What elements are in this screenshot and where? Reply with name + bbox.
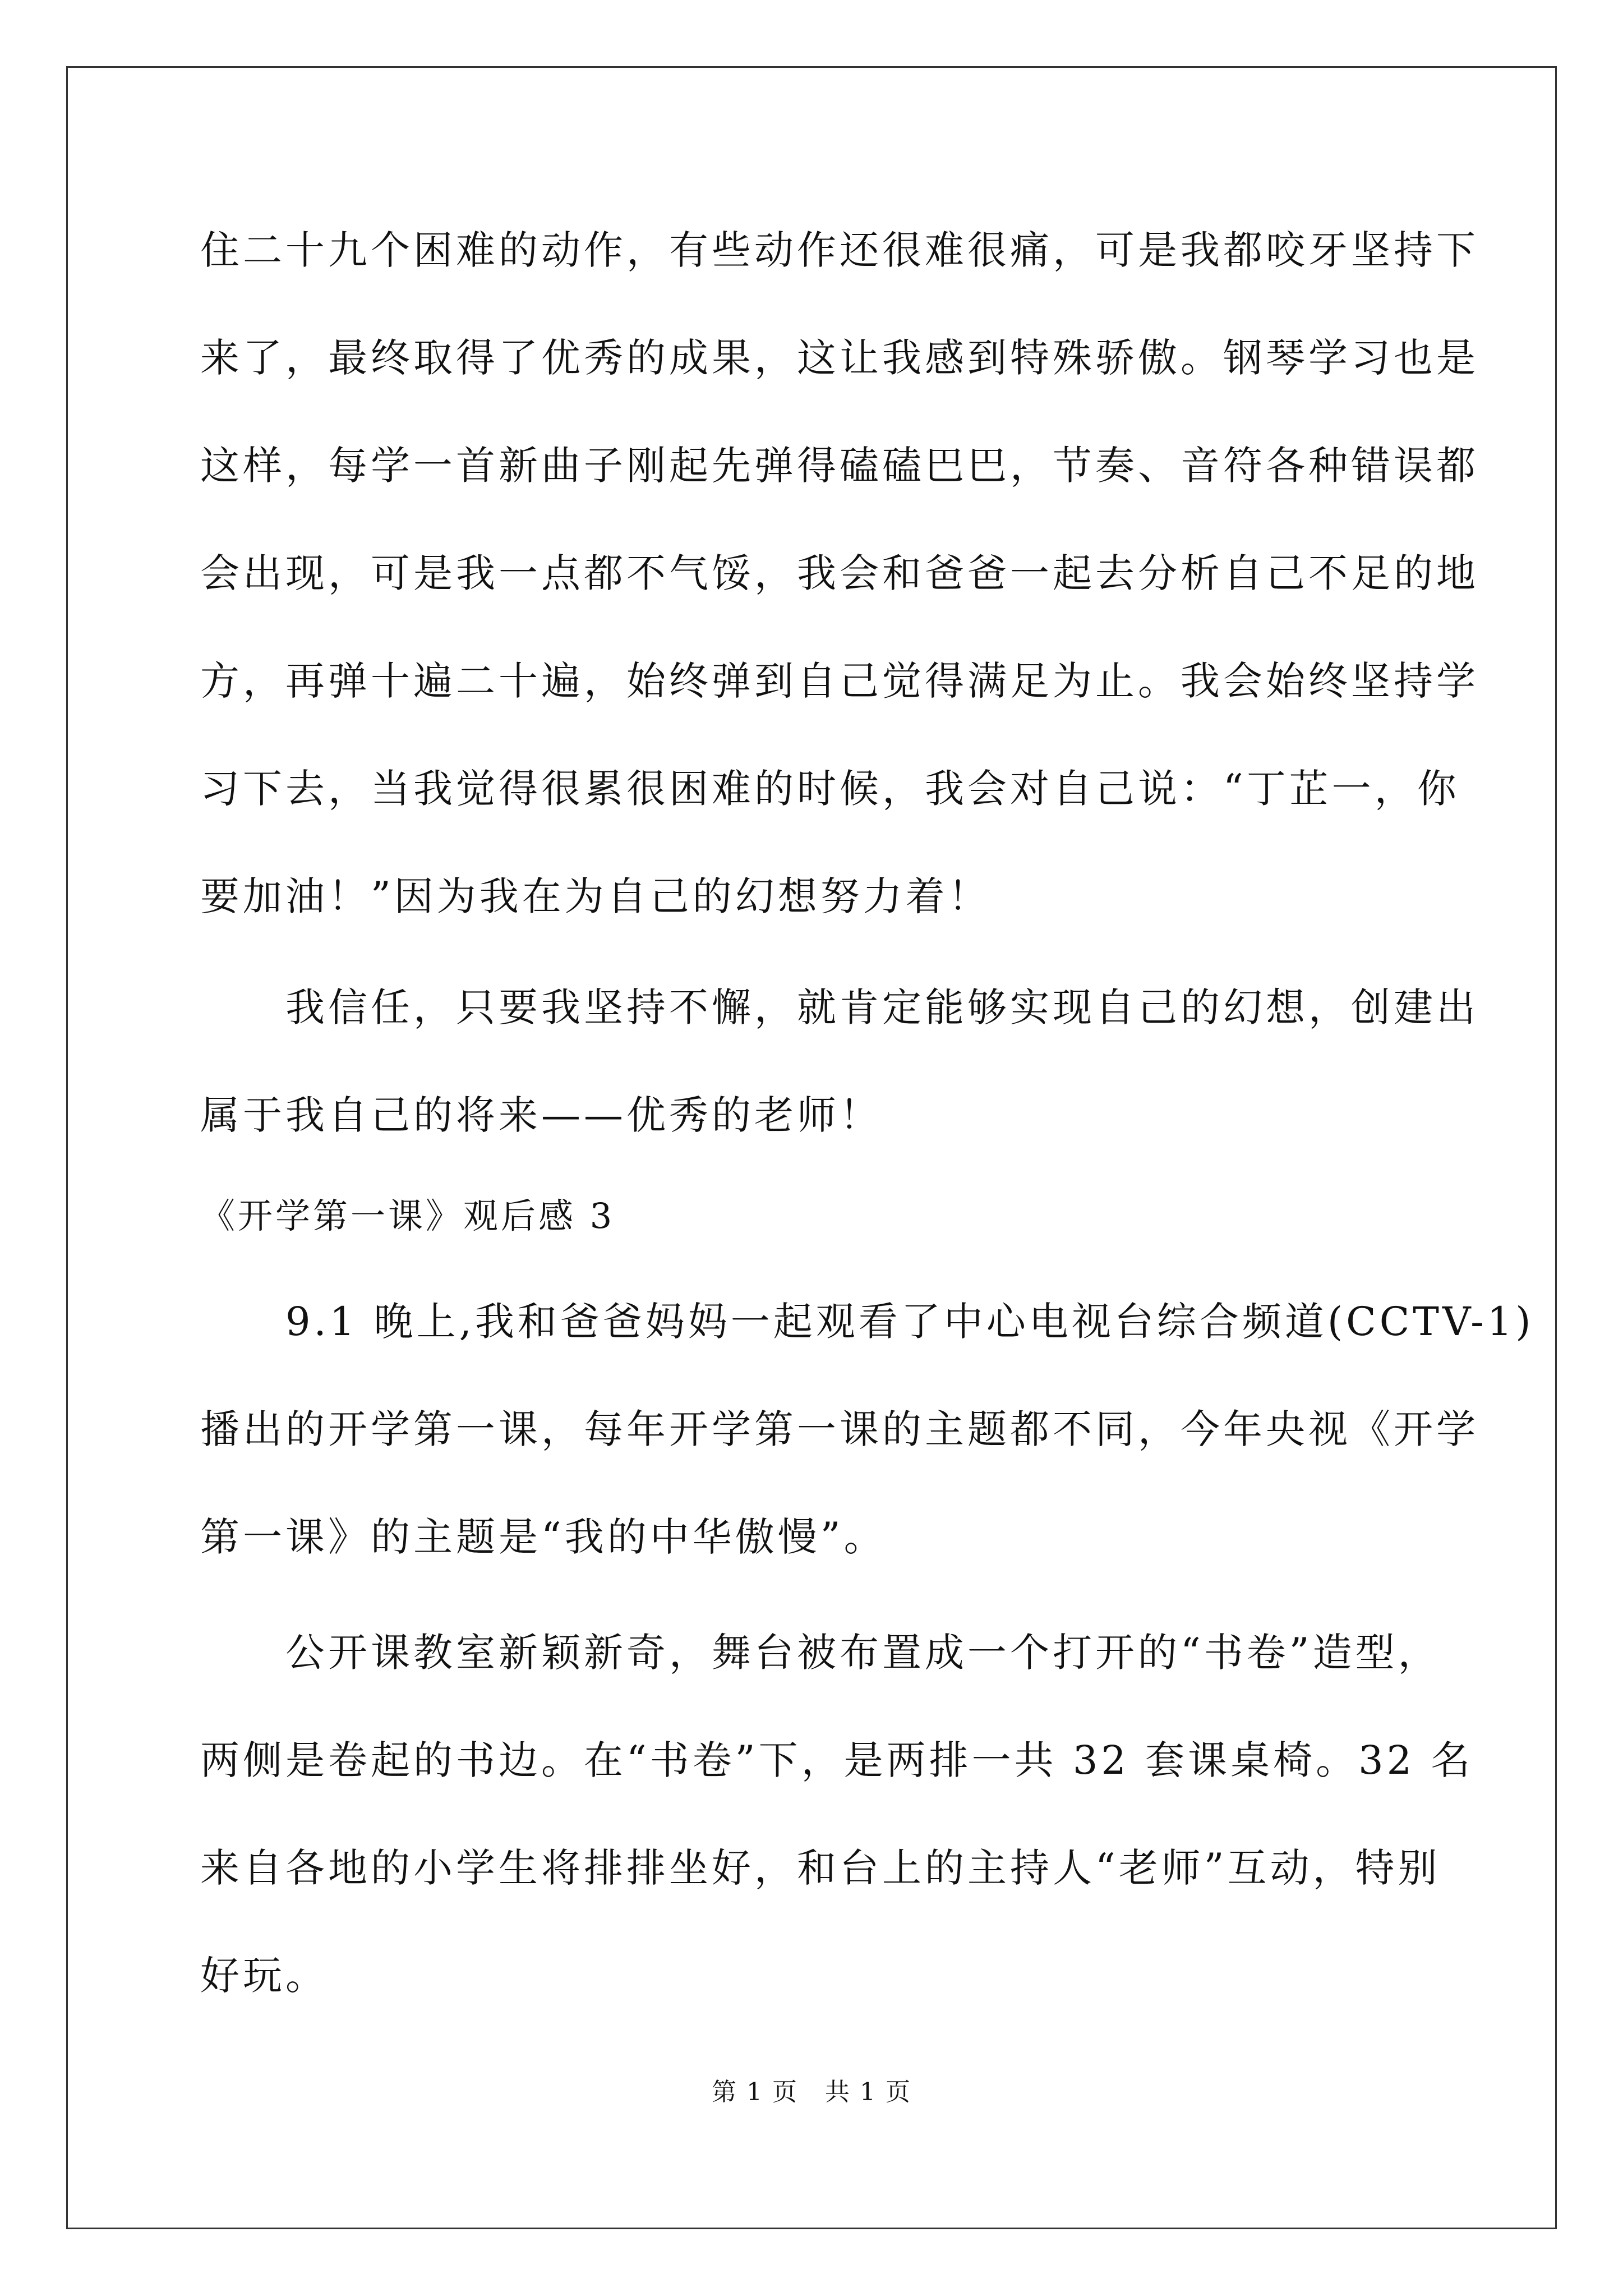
paragraph-line: 两侧是卷起的书边。在“书卷”下，是两排一共 32 套课桌椅。32 名 [200, 1737, 1474, 1783]
paragraph-1 [200, 196, 1479, 950]
paragraph-3 [200, 1268, 1534, 1591]
paragraph-line: 播出的开学第一课，每年开学第一课的主题都不同，今年央视《开学 [200, 1406, 1479, 1452]
paragraph-line: 来自各地的小学生将排排坐好，和台上的主持人“老师”互动，特别 [200, 1845, 1441, 1891]
paragraph-line: 方，再弹十遍二十遍，始终弹到自己觉得满足为止。我会始终坚持学 [200, 658, 1479, 704]
paragraph-line: 习下去，当我觉得很累很困难的时候，我会对自己说：“丁芷一，你 [200, 766, 1460, 812]
paragraph-line: 好玩。 [200, 1953, 328, 1999]
paragraph-line: 要加油！”因为我在为自己的幻想努力着！ [200, 873, 991, 919]
page-footer: 第 1 页 共 1 页 [712, 2078, 911, 2106]
paragraph-line: 会出现，可是我一点都不气馁，我会和爸爸一起去分析自己不足的地 [200, 550, 1479, 596]
paragraph-line: 第一课》的主题是“我的中华傲慢”。 [200, 1514, 887, 1560]
paragraph-4 [200, 1599, 1474, 2030]
paragraph-line: 这样，每学一首新曲子刚起先弹得磕磕巴巴，节奏、音符各种错误都 [200, 443, 1479, 489]
paragraph-line: 公开课教室新颖新奇，舞台被布置成一个打开的“书卷”造型， [200, 1630, 1441, 1676]
paragraph-line: 住二十九个困难的动作，有些动作还很难很痛，可是我都咬牙坚持下 [200, 227, 1479, 273]
paragraph-line: 我信任，只要我坚持不懈，就肯定能够实现自己的幻想，创建出 [200, 984, 1479, 1030]
paragraph-line: 属于我自己的将来——优秀的老师！ [200, 1092, 882, 1138]
paragraph-line: 来了，最终取得了优秀的成果，这让我感到特殊骄傲。钢琴学习也是 [200, 335, 1479, 381]
paragraph-line: 9.1 晚上,我和爸爸妈妈一起观看了中心电视台综合频道(CCTV-1) [200, 1299, 1534, 1345]
section-heading: 《开学第一课》观后感 3 [200, 1195, 615, 1236]
paragraph-2 [200, 954, 1479, 1169]
